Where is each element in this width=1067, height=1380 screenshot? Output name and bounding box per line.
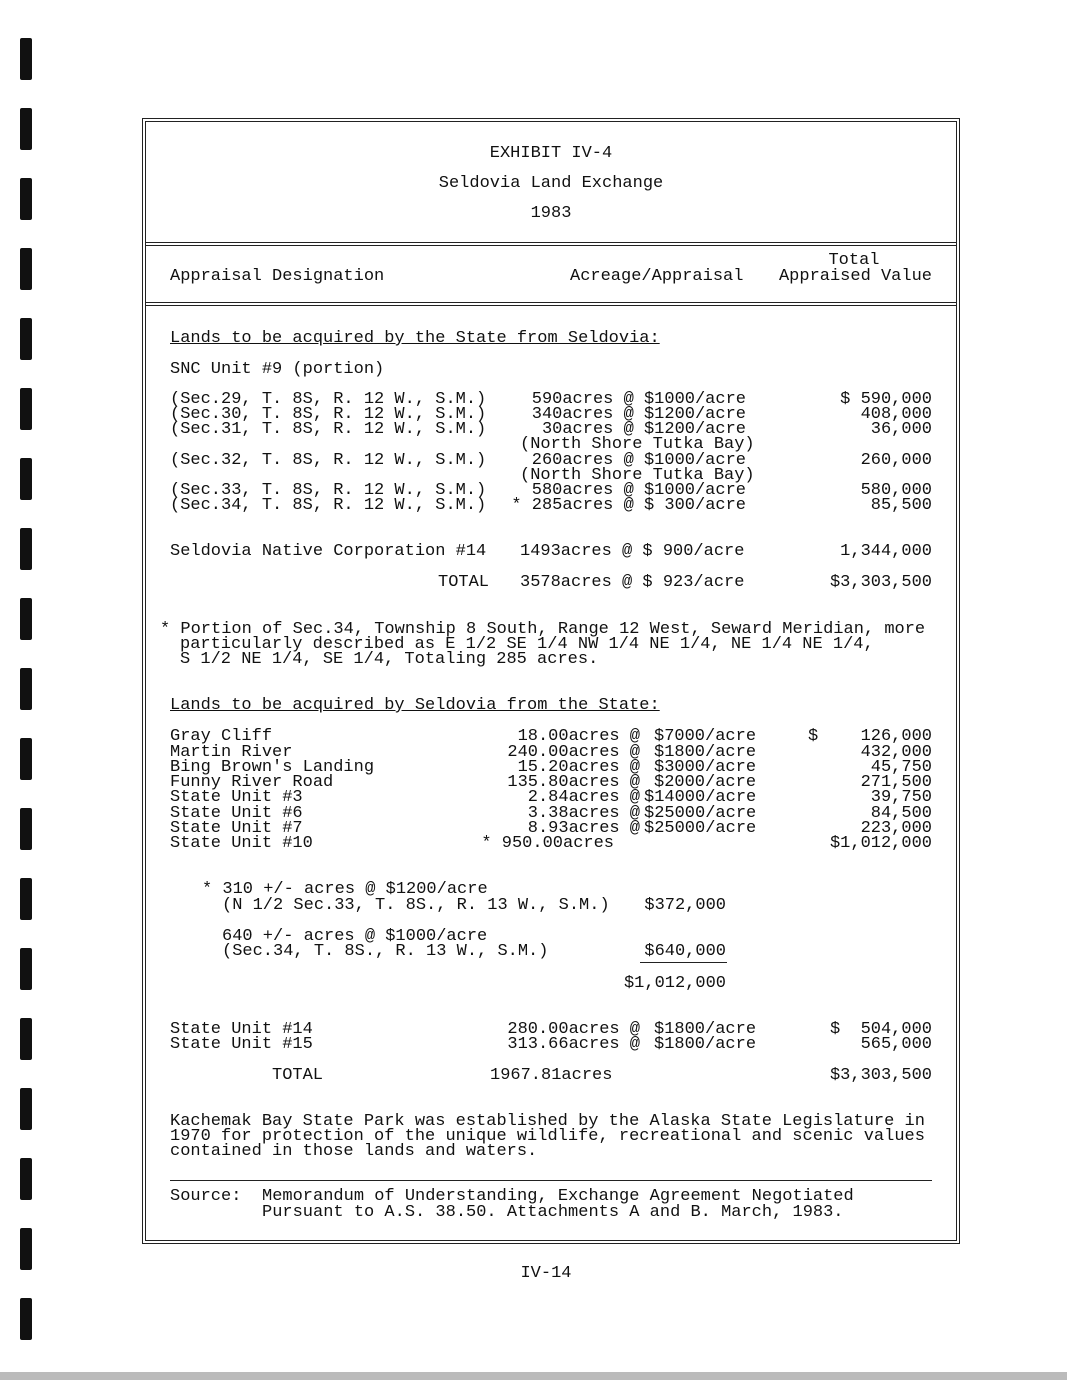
row-value: 223,000 xyxy=(860,819,932,838)
row-designation: State Unit #3 xyxy=(170,788,303,807)
row-value: 126,000 xyxy=(860,727,932,746)
section2-heading: Lands to be acquired by Seldovia from the State: xyxy=(170,696,660,715)
row-designation: Funny River Road xyxy=(170,773,334,792)
binder-mark xyxy=(20,108,32,150)
row-designation: (Sec.31, T. 8S, R. 12 W., S.M.) xyxy=(170,420,487,439)
note-line: contained in those lands and waters. xyxy=(170,1142,538,1161)
row-acreage: * 950.00acres xyxy=(481,834,614,853)
binder-mark xyxy=(20,458,32,500)
row-designation: State Unit #10 xyxy=(170,834,313,853)
binder-mark xyxy=(20,38,32,80)
row-acreage: 580acres @ $1000/acre xyxy=(531,481,746,500)
row-rate: $3000/acre xyxy=(654,758,757,777)
exhibit-year: 1983 xyxy=(530,204,572,223)
binder-mark xyxy=(20,248,32,290)
row-designation: Gray Cliff xyxy=(170,727,273,746)
footnote-line: S 1/2 NE 1/4, SE 1/4, Totaling 285 acres. xyxy=(180,650,599,669)
binder-mark xyxy=(20,1298,32,1340)
row-acreage: 1493acres @ $ 900/acre xyxy=(520,542,745,561)
note-line: Kachemak Bay State Park was established by the Alaska State Legislature in xyxy=(170,1112,925,1131)
row-dollar: $ xyxy=(830,1020,841,1039)
breakdown-a-value: $372,000 xyxy=(644,896,726,915)
row-value: 260,000 xyxy=(860,451,932,470)
binder-mark xyxy=(20,808,32,850)
total-acreage: 3578acres @ $ 923/acre xyxy=(520,573,745,592)
exhibit-title: Seldovia Land Exchange xyxy=(438,174,664,193)
footnote-line: particularly described as E 1/2 SE 1/4 NW 1/4 NE 1/4, NE 1/4 NE 1/4, xyxy=(180,635,874,654)
row-acreage: 30acres @ $1200/acre xyxy=(541,420,746,439)
row-designation: Seldovia Native Corporation #14 xyxy=(170,542,487,561)
row-designation: (Sec.29, T. 8S, R. 12 W., S.M.) xyxy=(170,390,487,409)
row-designation: State Unit #6 xyxy=(170,804,303,823)
col-acreage: Acreage/Appraisal xyxy=(570,267,744,286)
row-designation: (Sec.32, T. 8S, R. 12 W., S.M.) xyxy=(170,451,487,470)
breakdown-sum: $1,012,000 xyxy=(623,974,726,993)
row-acreage: 280.00acres @ xyxy=(507,1020,640,1039)
section1-heading: Lands to be acquired by the State from Seldovia: xyxy=(170,329,660,348)
row-acreage: 590acres @ $1000/acre xyxy=(531,390,746,409)
row-value: 45,750 xyxy=(870,758,932,777)
breakdown-a-line2: (N 1/2 Sec.33, T. 8S., R. 13 W., S.M.) xyxy=(222,896,610,915)
row-designation: State Unit #14 xyxy=(170,1020,313,1039)
row-value: 85,500 xyxy=(870,496,932,515)
row-rate: $7000/acre xyxy=(654,727,757,746)
binder-mark xyxy=(20,1088,32,1130)
source-line1: Memorandum of Understanding, Exchange Agreement Negotiated xyxy=(262,1187,854,1206)
row-designation: Bing Brown's Landing xyxy=(170,758,375,777)
row-acreage: 340acres @ $1200/acre xyxy=(531,405,746,424)
binder-mark xyxy=(20,668,32,710)
col-total-line1: Total xyxy=(828,251,880,270)
row-value: 504,000 xyxy=(860,1020,932,1039)
row-acreage-note: (North Shore Tutka Bay) xyxy=(520,435,755,454)
row-acreage: 3.38acres @ xyxy=(527,804,640,823)
row-rate: $1800/acre xyxy=(654,1035,757,1054)
row-designation: State Unit #7 xyxy=(170,819,303,838)
row-rate: $14000/acre xyxy=(644,788,757,807)
row-rate: $1800/acre xyxy=(654,1020,757,1039)
row-acreage: 135.80acres @ xyxy=(507,773,640,792)
binder-mark xyxy=(20,318,32,360)
binder-mark xyxy=(20,598,32,640)
total-acreage: 1967.81acres xyxy=(490,1066,613,1085)
row-value: 84,500 xyxy=(870,804,932,823)
breakdown-b-line1: 640 +/- acres @ $1000/acre xyxy=(222,927,488,946)
note-line: 1970 for protection of the unique wildlife, recreational and scenic values xyxy=(170,1127,925,1146)
row-acreage: 313.66acres @ xyxy=(507,1035,640,1054)
row-designation: (Sec.33, T. 8S, R. 12 W., S.M.) xyxy=(170,481,487,500)
breakdown-sum-rule xyxy=(640,962,727,963)
binder-mark xyxy=(20,878,32,920)
binder-mark xyxy=(20,388,32,430)
source-line2: Pursuant to A.S. 38.50. Attachments A and B. March, 1983. xyxy=(262,1203,844,1222)
row-acreage: * 285acres @ $ 300/acre xyxy=(511,496,746,515)
source-divider xyxy=(170,1180,932,1181)
binder-mark xyxy=(20,1018,32,1060)
row-rate: $1800/acre xyxy=(654,743,757,762)
row-value: 565,000 xyxy=(860,1035,932,1054)
row-rate: $2000/acre xyxy=(654,773,757,792)
row-value: 408,000 xyxy=(860,405,932,424)
row-acreage-note: (North Shore Tutka Bay) xyxy=(520,466,755,485)
row-designation: (Sec.34, T. 8S, R. 12 W., S.M.) xyxy=(170,496,487,515)
row-value: 432,000 xyxy=(860,743,932,762)
binder-mark xyxy=(20,738,32,780)
total-label: TOTAL xyxy=(272,1066,324,1085)
row-value: 39,750 xyxy=(870,788,932,807)
total-value: $3,303,500 xyxy=(829,573,932,592)
section1-subheading: SNC Unit #9 (portion) xyxy=(170,360,385,379)
total-label: TOTAL xyxy=(438,573,490,592)
row-acreage: 8.93acres @ xyxy=(527,819,640,838)
row-acreage: 15.20acres @ xyxy=(517,758,640,777)
breakdown-b-value: $640,000 xyxy=(644,942,726,961)
binder-mark xyxy=(20,528,32,570)
col-total-line2: Appraised Value xyxy=(778,267,932,286)
breakdown-a-line1: * 310 +/- acres @ $1200/acre xyxy=(202,880,488,899)
row-acreage: 240.00acres @ xyxy=(507,743,640,762)
row-dollar: $ xyxy=(808,727,819,746)
binder-mark xyxy=(20,1228,32,1270)
binder-mark xyxy=(20,948,32,990)
header-divider xyxy=(146,242,956,246)
row-value: 36,000 xyxy=(870,420,932,439)
breakdown-b-line2: (Sec.34, T. 8S., R. 13 W., S.M.) xyxy=(222,942,549,961)
total-value: $3,303,500 xyxy=(829,1066,932,1085)
row-acreage: 2.84acres @ xyxy=(527,788,640,807)
col-designation: Appraisal Designation xyxy=(170,267,385,286)
row-designation: Martin River xyxy=(170,743,293,762)
row-designation: (Sec.30, T. 8S, R. 12 W., S.M.) xyxy=(170,405,487,424)
source-label: Source: xyxy=(170,1187,242,1206)
row-designation: State Unit #15 xyxy=(170,1035,313,1054)
row-value: $ 590,000 xyxy=(840,390,932,409)
row-acreage: 260acres @ $1000/acre xyxy=(531,451,746,470)
exhibit-number: EXHIBIT IV-4 xyxy=(489,144,613,163)
columns-divider xyxy=(146,302,956,306)
row-value: 1,344,000 xyxy=(840,542,932,561)
row-rate: $25000/acre xyxy=(644,819,757,838)
page-number: IV-14 xyxy=(520,1264,572,1283)
scan-edge xyxy=(0,1372,1067,1380)
footnote-line: * Portion of Sec.34, Township 8 South, Range 12 West, Seward Meridian, more xyxy=(160,620,926,639)
binder-mark xyxy=(20,1158,32,1200)
row-rate: $25000/acre xyxy=(644,804,757,823)
row-acreage: 18.00acres @ xyxy=(517,727,640,746)
binder-mark xyxy=(20,178,32,220)
row-value: 580,000 xyxy=(860,481,932,500)
row-value: 271,500 xyxy=(860,773,932,792)
row-value: $1,012,000 xyxy=(829,834,932,853)
